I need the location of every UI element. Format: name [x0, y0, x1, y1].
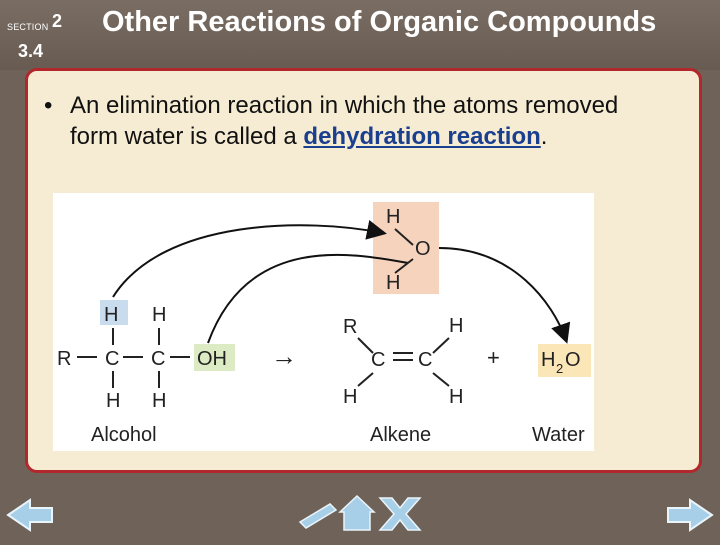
navigation-bar — [0, 490, 720, 540]
bond-c-h-top — [433, 338, 449, 353]
section-number: 2 — [52, 11, 63, 31]
pencil-icon[interactable] — [300, 504, 336, 528]
alkene-h-bottom-right: H — [449, 386, 464, 408]
home-icon[interactable] — [340, 496, 374, 530]
alkene-h-bottom-left: H — [343, 386, 358, 408]
alkene-c2: C — [418, 349, 433, 371]
section-label: SECTION — [7, 22, 49, 32]
bond-c-h-br — [433, 373, 449, 386]
bullet-point — [44, 90, 644, 152]
water-subscript: 2 — [556, 361, 564, 376]
close-icon[interactable] — [380, 498, 420, 530]
alcohol-caption: Alcohol — [91, 424, 157, 446]
water-struct-o: O — [415, 238, 431, 260]
bullet-marker: • — [44, 92, 53, 119]
curved-arrow-h — [113, 225, 383, 297]
water-o: O — [565, 349, 581, 371]
alcohol-r: R — [57, 348, 72, 370]
left-arrow-icon[interactable] — [8, 500, 52, 530]
alcohol-h2: H — [152, 304, 167, 326]
dehydration-reaction-figure — [53, 193, 594, 451]
forward-button[interactable] — [668, 500, 712, 530]
alcohol-h4: H — [152, 390, 167, 412]
alcohol-oh: OH — [197, 348, 227, 370]
reaction-diagram — [53, 193, 594, 451]
back-button[interactable] — [8, 500, 52, 530]
water-h: H — [541, 349, 556, 371]
water-caption: Water — [532, 424, 585, 446]
bullet-text: An elimination reaction in which the atoms removed form water is called a — [70, 92, 619, 150]
reaction-arrow: → — [271, 341, 297, 371]
bullet-end: . — [540, 123, 548, 150]
home-button[interactable] — [300, 496, 420, 530]
water-struct-h-top: H — [386, 206, 401, 228]
dehydration-reaction-term: dehydration reaction — [303, 123, 541, 150]
alcohol-c1: C — [105, 348, 120, 370]
alkene-c1: C — [371, 349, 386, 371]
nav-svg — [0, 490, 720, 540]
bond-c-h-bl — [358, 373, 373, 386]
alcohol-h3: H — [106, 390, 121, 412]
alkene-r: R — [343, 316, 358, 338]
bullet-text-container — [44, 90, 644, 152]
plus-sign: + — [487, 345, 500, 370]
alcohol-h1: H — [104, 304, 119, 326]
section-subnumber: 3.4 — [18, 41, 44, 61]
right-arrow-icon[interactable] — [668, 500, 712, 530]
water-struct-h-bottom: H — [386, 272, 401, 294]
alcohol-c2: C — [151, 348, 166, 370]
alkene-caption: Alkene — [370, 424, 432, 446]
slide-title: Other Reactions of Organic Compounds — [102, 6, 657, 38]
alkene-h-top-right: H — [449, 315, 464, 337]
